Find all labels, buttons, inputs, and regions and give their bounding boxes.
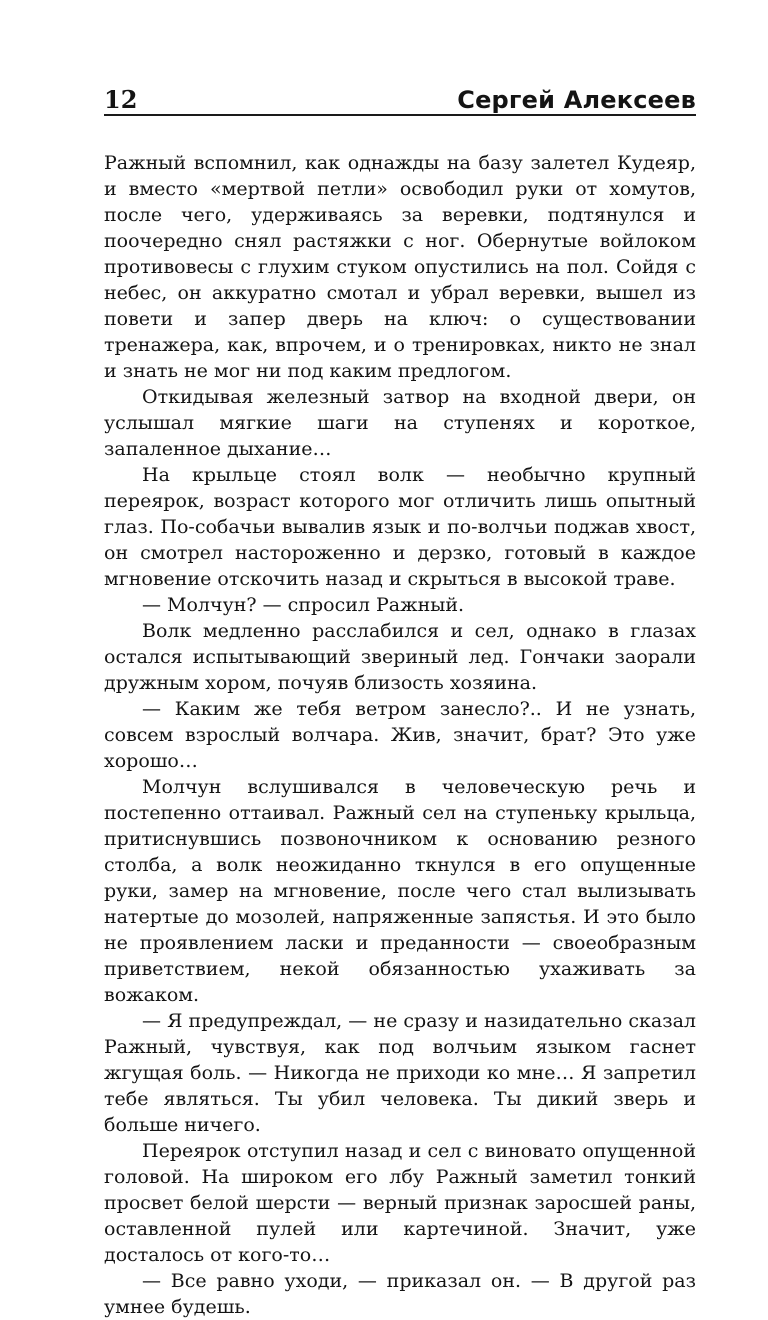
dialogue-line: — Я предупреждал, — не сразу и назидательно сказал Ражный, чувствуя, как под волчьим языком гаснет жгущая боль. — Никогда не приходи ко мне… Я запретил тебе являться. Ты убил человека. Ты дикий зверь и больше ничего. (104, 1010, 696, 1136)
paragraph: Откидывая железный затвор на входной двери, он услышал мягкие шаги на ступенях и короткое, запаленное дыхание… (104, 386, 696, 460)
running-header (104, 86, 696, 116)
text-body (104, 150, 696, 1320)
paragraph: Ражный вспомнил, как однажды на базу залетел Кудеяр, и вместо «мертвой петли» освободил руки от хомутов, после чего, удерживаясь за веревки, подтянулся и поочередно снял растяжки с ног. Обернутые войлоком противовесы с глухим стуком опустились на пол. Сойдя с небес, он аккуратно смотал и убрал веревки, вышел из повети и запер дверь на ключ: о существовании тренажера, как, впрочем, и о тренировках, никто не знал и знать не мог ни под каким предлогом. (104, 152, 696, 382)
header-rule (104, 114, 696, 116)
dialogue-line: — Все равно уходи, — приказал он. — В другой раз умнее будешь. (104, 1270, 696, 1318)
page-number: 12 (104, 85, 138, 114)
dialogue-line: — Молчун? — спросил Ражный. (142, 594, 465, 616)
paragraph: Молчун вслушивался в человеческую речь и постепенно оттаивал. Ражный сел на ступеньку крыльца, притиснувшись позвоночником к основанию резного столба, а волк неожиданно ткнулся в его опущенные руки, замер на мгновение, после чего стал вылизывать натертые до мозолей, напряженные запястья. И это было не проявлением ласки и преданности — своеобразным приветствием, некой обязанностью ухаживать за вожаком. (104, 776, 696, 1006)
paragraph: На крыльце стоял волк — необычно крупный переярок, возраст которого мог отличить лишь опытный глаз. По-собачьи вывалив язык и по-волчьи поджав хвост, он смотрел настороженно и дерзко, готовый в каждое мгновение отскочить назад и скрыться в высокой траве. (104, 464, 696, 590)
paragraph: Волк медленно расслабился и сел, однако в глазах остался испытывающий звериный лед. Гончаки заорали дружным хором, почуяв близость хозяина. (104, 620, 696, 694)
author-name: Сергей Алексеев (457, 86, 696, 114)
paragraph: Переярок отступил назад и сел с виновато опущенной головой. На широком его лбу Ражный заметил тонкий просвет белой шерсти — верный признак заросшей раны, оставленной пулей или картечиной. Значит, уже досталось от кого-то… (104, 1140, 696, 1266)
dialogue-line: — Каким же тебя ветром занесло?.. И не узнать, совсем взрослый волчара. Жив, значит, брат? Это уже хорошо… (104, 698, 696, 772)
